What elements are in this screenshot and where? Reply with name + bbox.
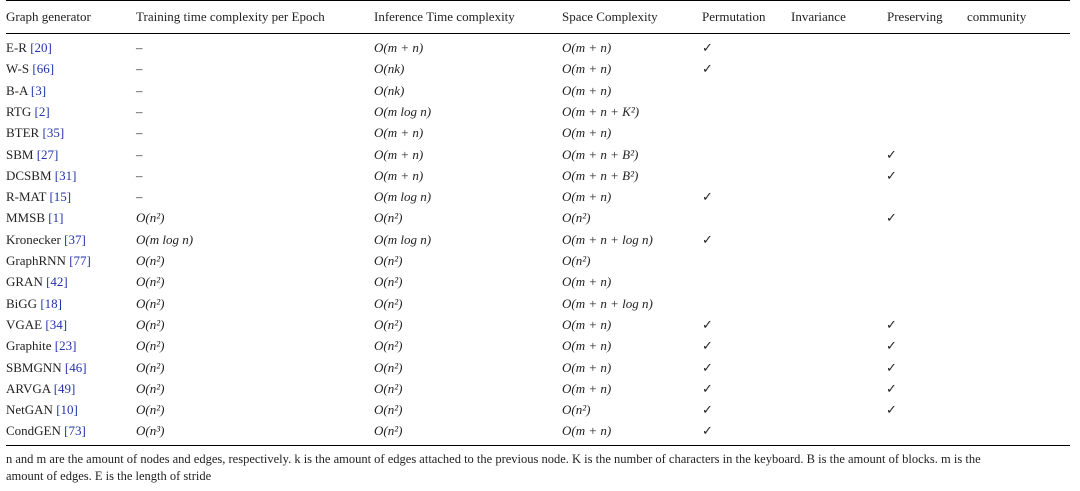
table-row	[0, 122, 1080, 143]
space-cell: O(m + n)	[562, 189, 612, 205]
generator-name: NetGAN	[6, 402, 53, 418]
space-cell: O(m + n)	[562, 61, 612, 77]
citation-link[interactable]: [34]	[45, 316, 68, 332]
table-row	[0, 144, 1080, 165]
training-cell: –	[136, 82, 143, 98]
table-row	[0, 378, 1080, 399]
training-cell: –	[136, 146, 143, 162]
space-cell: O(m + n + log n)	[562, 295, 653, 311]
inference-cell: O(m + n)	[374, 146, 424, 162]
inference-cell: O(n²)	[374, 316, 403, 332]
table-row	[0, 80, 1080, 101]
inference-cell: O(m log n)	[374, 189, 432, 205]
permutation-cell: ✓	[702, 316, 713, 332]
permutation-cell: ✓	[702, 40, 713, 55]
generator-name: SBMGNN	[6, 359, 62, 375]
space-cell: O(m + n + log n)	[562, 231, 653, 247]
generator-name: R-MAT	[6, 189, 47, 205]
training-cell: O(n²)	[136, 274, 165, 290]
inference-cell: O(m + n)	[374, 125, 424, 141]
space-cell: O(n²)	[562, 253, 591, 268]
permutation-cell: ✓	[702, 189, 713, 205]
table-row	[0, 335, 1080, 356]
footnote-line-2: amount of edges. E is the length of stride	[6, 469, 212, 483]
permutation-cell: ✓	[702, 338, 713, 354]
generator-name: DCSBM	[6, 167, 52, 183]
citation-link[interactable]: [49]	[53, 380, 76, 396]
generator-name: GRAN	[6, 274, 43, 290]
table-row	[0, 399, 1080, 420]
generator-name: Kronecker	[6, 231, 61, 247]
inference-cell: O(m log n)	[374, 231, 432, 247]
preserving-cell: ✓	[886, 316, 897, 332]
generator-name: VGAE	[6, 316, 43, 332]
permutation-cell: ✓	[702, 380, 713, 396]
inference-cell: O(n²)	[374, 402, 403, 418]
permutation-cell: ✓	[702, 61, 713, 77]
generator-name: B-A	[6, 82, 28, 98]
space-cell: O(m + n)	[562, 274, 612, 290]
citation-link[interactable]: [15]	[49, 189, 72, 205]
training-cell: O(n²)	[136, 402, 165, 418]
preserving-cell: ✓	[886, 359, 897, 375]
inference-cell: O(n²)	[374, 359, 403, 375]
inference-cell: O(n²)	[374, 253, 403, 268]
generator-cell	[6, 122, 64, 143]
table-footnote	[6, 451, 1072, 485]
inference-cell: O(m log n)	[374, 103, 432, 119]
training-cell: O(n²)	[136, 380, 165, 396]
inference-cell: O(m + n)	[374, 40, 424, 55]
space-cell: O(m + n)	[562, 316, 612, 332]
generator-name: Graphite	[6, 338, 52, 354]
citation-link[interactable]: [77]	[69, 253, 91, 268]
generator-cell	[6, 271, 68, 292]
inference-cell: O(n²)	[374, 295, 403, 311]
training-cell: O(n²)	[136, 338, 165, 354]
citation-link[interactable]: [42]	[46, 274, 68, 290]
inference-cell: O(n²)	[374, 338, 403, 354]
training-cell: O(n²)	[136, 316, 165, 332]
generator-name: BTER	[6, 125, 40, 141]
generator-cell	[6, 378, 75, 399]
citation-link[interactable]: [73]	[64, 423, 86, 439]
space-cell: O(m + n)	[562, 125, 612, 141]
citation-link[interactable]: [31]	[54, 167, 77, 183]
generator-name: ARVGA	[6, 380, 51, 396]
space-cell: O(m + n)	[562, 423, 612, 439]
preserving-cell: ✓	[886, 338, 897, 354]
inference-cell: O(n²)	[374, 380, 403, 396]
preserving-cell: ✓	[886, 380, 897, 396]
header-training: Training time complexity per Epoch	[136, 9, 325, 24]
table-row	[0, 314, 1080, 335]
generator-name: CondGEN	[6, 423, 61, 439]
generator-cell	[6, 80, 46, 101]
generator-cell	[6, 293, 62, 314]
inference-cell: O(nk)	[374, 61, 405, 77]
top-rule	[6, 0, 1070, 1]
permutation-cell: ✓	[702, 402, 713, 418]
training-cell: O(m log n)	[136, 231, 194, 247]
space-cell: O(m + n)	[562, 359, 612, 375]
generator-name: RTG	[6, 103, 32, 119]
training-cell: –	[136, 40, 143, 55]
table-row	[0, 165, 1080, 186]
space-cell: O(m + n)	[562, 338, 612, 354]
generator-name: BiGG	[6, 295, 38, 311]
header-preserving: Preserving	[887, 9, 943, 24]
bottom-rule	[6, 445, 1070, 446]
space-cell: O(m + n + B²)	[562, 146, 639, 162]
table-row	[0, 271, 1080, 292]
generator-cell	[6, 314, 67, 335]
table-row	[0, 293, 1080, 314]
header-invariance: Invariance	[791, 9, 846, 24]
inference-cell: O(n²)	[374, 274, 403, 290]
generator-name: W-S	[6, 61, 30, 77]
citation-link[interactable]: [37]	[64, 231, 86, 247]
citation-link[interactable]: [46]	[64, 359, 87, 375]
space-cell: O(m + n)	[562, 40, 612, 55]
permutation-cell: ✓	[702, 359, 713, 375]
training-cell: O(n²)	[136, 359, 165, 375]
training-cell: –	[136, 167, 143, 183]
inference-cell: O(n²)	[374, 423, 403, 439]
citation-link[interactable]: [1]	[48, 210, 64, 226]
citation-link[interactable]: [10]	[56, 402, 78, 418]
preserving-cell: ✓	[886, 146, 897, 162]
table-row	[0, 250, 1080, 271]
generator-cell	[6, 58, 54, 79]
training-cell: O(n²)	[136, 295, 165, 311]
training-cell: –	[136, 61, 143, 77]
generator-cell	[6, 165, 76, 186]
citation-link[interactable]: [2]	[34, 103, 50, 119]
space-cell: O(m + n + B²)	[562, 167, 639, 183]
space-cell: O(m + n + K²)	[562, 103, 640, 119]
inference-cell: O(n²)	[374, 210, 403, 226]
generator-name: E-R	[6, 40, 27, 55]
generator-cell	[6, 250, 91, 271]
table-row	[0, 420, 1080, 441]
generator-cell	[6, 101, 50, 122]
citation-link[interactable]: [66]	[32, 61, 55, 77]
header-inference: Inference Time complexity	[374, 9, 515, 24]
generator-cell	[6, 229, 86, 250]
header-space: Space Complexity	[562, 9, 658, 24]
generator-cell	[6, 37, 52, 58]
preserving-cell: ✓	[886, 402, 897, 418]
space-cell: O(m + n)	[562, 380, 612, 396]
space-cell: O(m + n)	[562, 82, 612, 98]
generator-cell	[6, 420, 86, 441]
table-row	[0, 207, 1080, 228]
citation-link[interactable]: [23]	[54, 338, 77, 354]
preserving-cell: ✓	[886, 167, 897, 183]
generator-cell	[6, 144, 58, 165]
table-row	[0, 357, 1080, 378]
inference-cell: O(nk)	[374, 82, 405, 98]
training-cell: O(n²)	[136, 210, 165, 226]
citation-link[interactable]: [3]	[30, 82, 47, 98]
space-cell: O(n²)	[562, 210, 591, 226]
generator-cell	[6, 186, 71, 207]
header-permutation: Permutation	[702, 9, 766, 24]
header-rule	[6, 33, 1070, 34]
table-row	[0, 58, 1080, 79]
training-cell: –	[136, 103, 143, 119]
citation-link[interactable]: [20]	[30, 40, 52, 55]
training-cell: O(n³)	[136, 423, 165, 439]
table-row	[0, 186, 1080, 207]
space-cell: O(n²)	[562, 402, 591, 418]
header-community: community	[967, 9, 1027, 24]
inference-cell: O(m + n)	[374, 167, 424, 183]
permutation-cell: ✓	[702, 423, 713, 439]
training-cell: O(n²)	[136, 253, 165, 268]
training-cell: –	[136, 189, 143, 205]
generator-cell	[6, 399, 78, 420]
generator-cell	[6, 207, 63, 228]
generator-name: GraphRNN	[6, 253, 66, 268]
generator-cell	[6, 357, 87, 378]
citation-link[interactable]: [35]	[42, 125, 65, 141]
training-cell: –	[136, 125, 143, 141]
generator-cell	[6, 335, 76, 356]
table-row	[0, 229, 1080, 250]
citation-link[interactable]: [18]	[40, 295, 62, 311]
citation-link[interactable]: [27]	[36, 146, 59, 162]
table-row	[0, 101, 1080, 122]
footnote-line-1: n and m are the amount of nodes and edges, respectively. k is the amount of edges attached to the previous node. K is the number of characters in the keyboard. B is the amount of blocks. m is the	[6, 452, 981, 466]
header-generator: Graph generator	[6, 9, 91, 24]
preserving-cell: ✓	[886, 210, 897, 226]
permutation-cell: ✓	[702, 231, 713, 247]
generator-name: SBM	[6, 146, 34, 162]
table-row	[0, 37, 1080, 58]
generator-name: MMSB	[6, 210, 46, 226]
